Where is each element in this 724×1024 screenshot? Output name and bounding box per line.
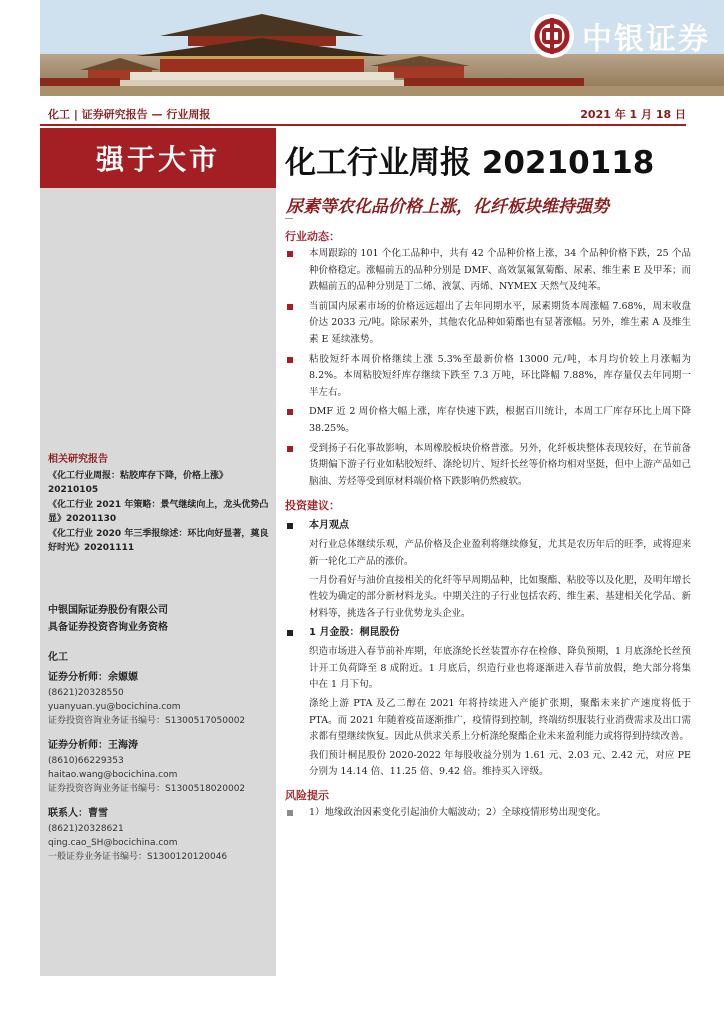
- analyst-email[interactable]: qing.cao_SH@bocichina.com: [48, 838, 178, 848]
- analyst-name: 证券分析师：王海涛: [48, 740, 138, 751]
- report-date: 2021 年 1 月 18 日: [580, 108, 686, 121]
- page-title: 化工行业周报 20210118: [285, 145, 655, 181]
- company-qualification: 具备证券投资咨询业务资格: [48, 622, 168, 633]
- page-subtitle: 尿素等农化品价格上涨，化纤板块维持强势: [286, 197, 609, 217]
- dynamics-bullet: DMF 近 2 周价格大幅上涨，库存快速下跌，根据百川统计，本周工厂库存环比上周下降 38.25%。: [285, 404, 691, 437]
- section-heading-risk: 风险提示: [285, 789, 329, 803]
- monthly-view-heading: 本月观点: [285, 517, 691, 535]
- brand-logo: [530, 14, 710, 58]
- gold-stock-paragraph: 涤纶上游 PTA 及乙二醇在 2021 年将持续进入产能扩张期，聚酯未来扩产速度将低于 PTA。而 2021 年随着疫苗逐渐推广，疫情得到控制，终端纺织服装行业消费需求及出口需求都有望继续恢复。因此从供求关系上分析涤纶聚酯企业未来盈利能力或将得到持续改善。: [309, 698, 691, 743]
- rating-label: 强于大市: [95, 143, 220, 176]
- gold-stock-paragraph: 我们预计桐昆股份 2020-2022 年每股收益分别为 1.61 元、2.03 元、2.42 元，对应 PE 分别为 14.14 倍、11.25 倍、9.42 倍。维持买入评级。: [309, 749, 691, 778]
- analyst-cert: 证券投资咨询业务证书编号：S1300517050002: [48, 716, 246, 726]
- dynamics-bullet: 本周跟踪的 101 个化工品种中，共有 42 个品种价格上涨，34 个品种价格下跌，25 个品种价格稳定。涨幅前五的品种分别是 DMF、高效氯氟氰菊酯、尿素、维生素 E 及甲苯；而跌幅前五的品种分别是丁二烯、液氯、丙烯、NYMEX 天然气及纯苯。: [285, 246, 691, 296]
- company-info: [48, 602, 270, 636]
- company-name: 中银国际证券股份有限公司: [48, 605, 168, 616]
- dynamics-bullet: 受到扬子石化事故影响，本周橡胶板块价格普涨。另外，化纤板块整体表现较好，在节前备货期偏下游子行业如粘胶短纤、涤纶切片、短纤长丝等价格均相对坚挺，但中上游产品如己脑油、芳烃等受到原材料端价格下跌影响仍然疲软。: [285, 441, 691, 491]
- related-research-title: 相关研究报告: [48, 454, 108, 465]
- analyst-cert: 一般证券业务证书编号：S1300120120046: [48, 852, 228, 862]
- analyst-phone: (8621)20328621: [48, 824, 124, 834]
- section-heading-advice: 投资建议：: [285, 499, 340, 513]
- analyst-email[interactable]: haitao.wang@bocichina.com: [48, 770, 178, 780]
- related-research: [48, 450, 270, 556]
- analyst-cert: 证券投资咨询业务证书编号：S1300518020002: [48, 784, 246, 794]
- breadcrumb: 化工 | 证券研究报告 — 行业周报: [48, 108, 211, 121]
- risk-item: 1）地缘政治因素变化引起油价大幅波动；2）全球疫情形势出现变化。: [285, 805, 691, 821]
- sector-label: 化工: [48, 652, 68, 663]
- analyst-name: 联系人：曹雪: [48, 808, 108, 819]
- brand-name: 中银证券: [582, 22, 710, 57]
- bank-logo-icon: [530, 14, 574, 58]
- related-report-item[interactable]: 《化工行业 2020 年三季报综述：环比向好显著，奠良好时光》20201111: [48, 529, 269, 553]
- analyst-phone: (8610)66229353: [48, 756, 124, 766]
- section-heading-dynamics: 行业动态：: [285, 230, 340, 243]
- dynamics-bullet: 当前国内尿素市场的价格远远超出了去年同期水平，尿素期货本周涨幅 7.68%，周末收盘价达 2033 元/吨。除尿素外，其他农化品种如菊酯也有显著涨幅。另外，维生素 A 及维生素 E 延续涨势。: [285, 299, 691, 349]
- analyst-card: [48, 670, 274, 728]
- analyst-email[interactable]: yuanyuan.yu@bocichina.com: [48, 702, 181, 712]
- analyst-name: 证券分析师：余嫄嫄: [48, 672, 138, 683]
- header-banner: [40, 0, 724, 96]
- analyst-phone: (8621)20328550: [48, 688, 124, 698]
- analyst-card: [48, 806, 274, 864]
- related-report-item[interactable]: 《化工行业 2021 年策略：景气继续向上，龙头优势凸显》20201130: [48, 500, 269, 524]
- analyst-card: [48, 738, 274, 796]
- header-divider: [40, 124, 686, 126]
- rating-box: [40, 128, 276, 188]
- related-report-item[interactable]: 《化工行业周报：粘胶库存下降，价格上涨》20210105: [48, 471, 229, 495]
- dynamics-bullet: 粘胶短纤本周价格继续上涨 5.3%至最新价格 13000 元/吨，本月均价较上月涨幅为 8.2%。本周粘胶短纤库存继续下跌至 7.3 万吨，环比降幅 7.88%，库存量仅去年同期一半左右。: [285, 352, 691, 402]
- gold-stock-paragraph: 织造市场进入春节前补库期，年底涤纶长丝装置亦存在检修、降负预期，1 月底涤纶长丝预计开工负荷降至 8 成附近。1 月底后，织造行业也将逐渐进入春节前放假，绝大部分将集中在 1 月下旬。: [309, 646, 691, 691]
- main-content: [285, 228, 691, 821]
- gold-stock-heading: 1 月金股：桐昆股份: [285, 624, 691, 642]
- monthly-paragraph: 对行业总体继续乐观，产品价格及企业盈利将继续修复，尤其是农历年后的旺季，或将迎来新一轮化工产品的涨价。: [309, 539, 691, 567]
- subtitle-divider: [285, 218, 293, 219]
- analyst-list: [48, 650, 274, 874]
- monthly-paragraph: 一月份看好与油价直接相关的化纤等早周期品种，比如聚酯、粘胶等以及化肥，及明年增长性较为确定的部分新材料龙头。中期关注的子行业包括农药、维生素、基建相关化学品、新材料等，挑选各子行业优势龙头企业。: [309, 574, 691, 619]
